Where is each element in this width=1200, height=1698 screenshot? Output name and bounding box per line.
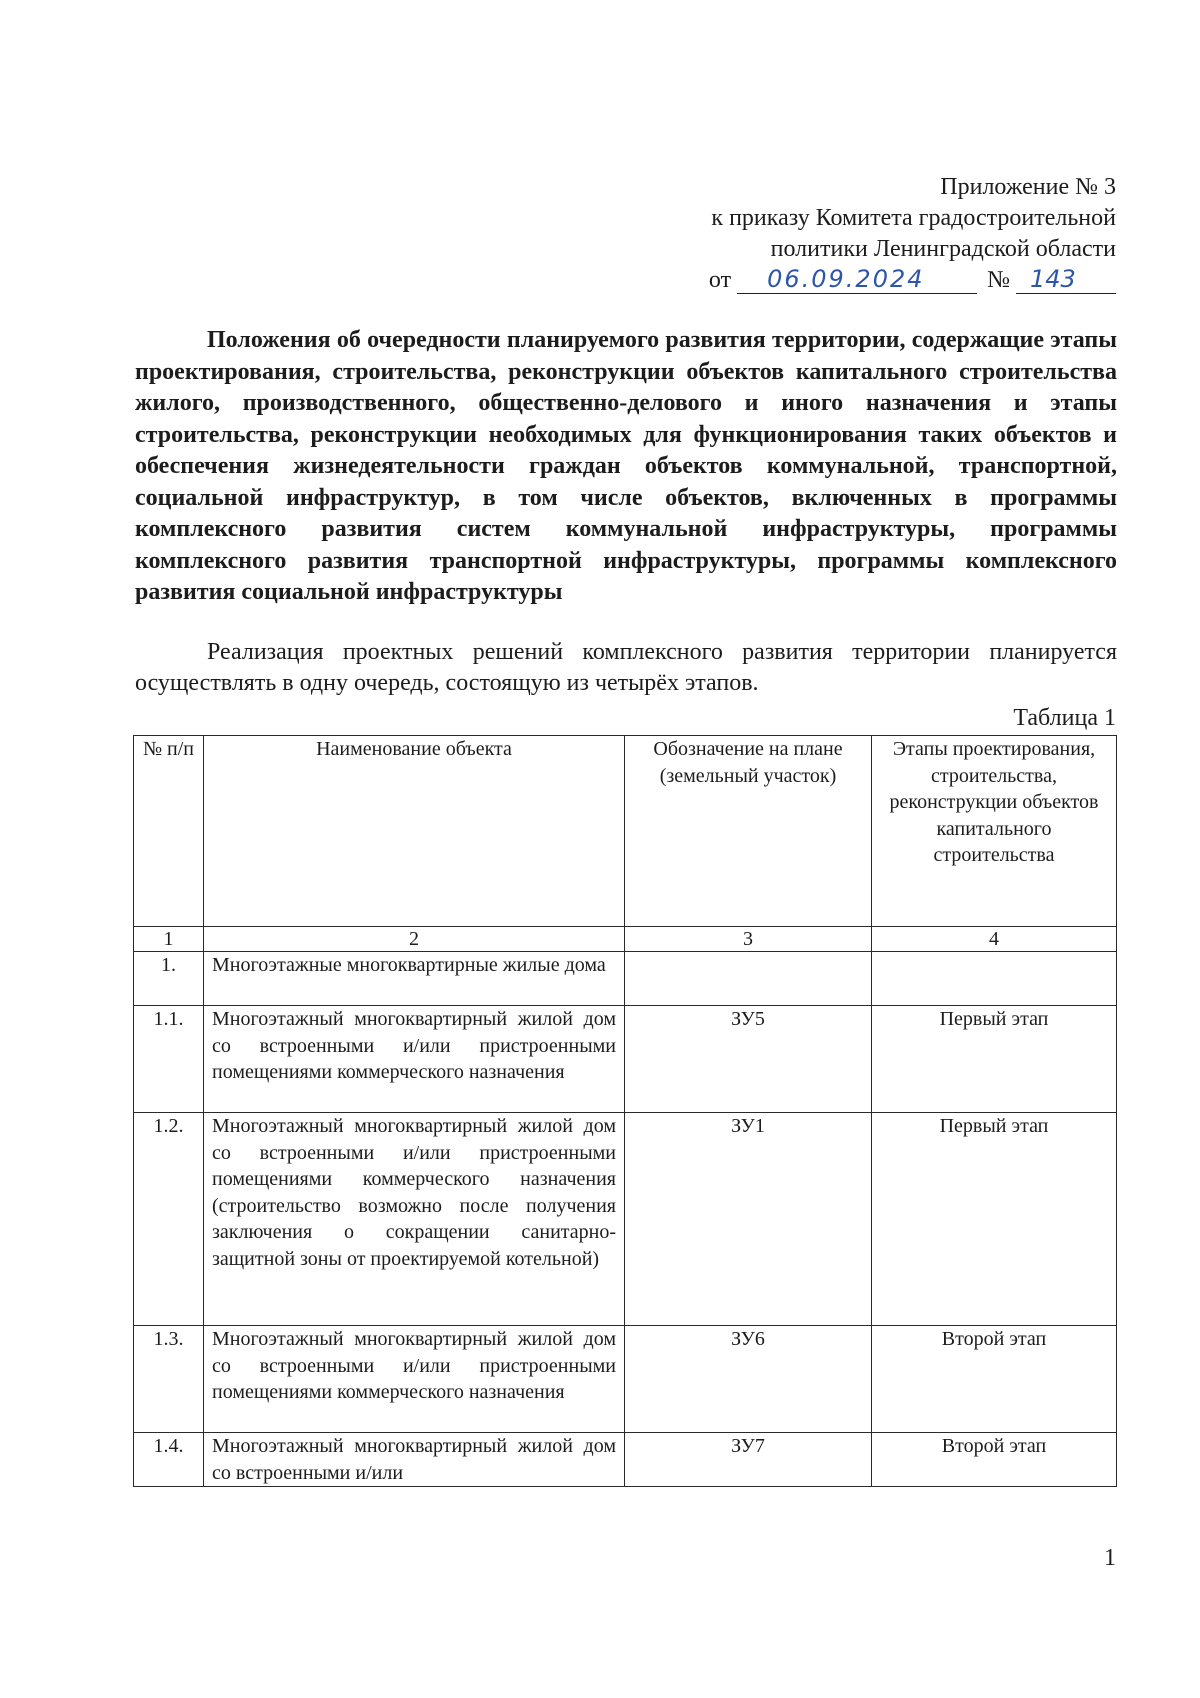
row-index: 1.2. <box>134 1113 204 1326</box>
header-stages: Этапы проектирования, строительства, реконструкции объектов капитального строительства <box>872 736 1117 927</box>
column-number: 1 <box>134 927 204 952</box>
column-number: 2 <box>204 927 625 952</box>
from-label: от <box>708 267 732 293</box>
page-number: 1 <box>1104 1545 1116 1571</box>
row-plot <box>625 952 872 1006</box>
appendix-header <box>596 172 1116 296</box>
column-number: 4 <box>872 927 1117 952</box>
row-object-name: Многоэтажный многоквартирный жилой дом со встроенными и/или <box>204 1433 625 1487</box>
row-stage: Второй этап <box>872 1433 1117 1487</box>
row-index: 1. <box>134 952 204 1006</box>
committee-name: политики Ленинградской области <box>770 236 1116 262</box>
row-object-name: Многоэтажный многоквартирный жилой дом со встроенными и/или пристроенными помещениями коммерческого назначения <box>204 1326 625 1433</box>
row-stage: Первый этап <box>872 1006 1117 1113</box>
table-caption: Таблица 1 <box>1013 705 1116 731</box>
header-index: № п/п <box>134 736 204 927</box>
column-number-row <box>134 927 1117 952</box>
table-row <box>134 1006 1117 1113</box>
table-row <box>134 952 1117 1006</box>
header-object-name: Наименование объекта <box>204 736 625 927</box>
intro-paragraph: Реализация проектных решений комплексного развития территории планируется осуществлять в одну очередь, состоящую из четырёх этапов. <box>135 639 1117 696</box>
row-stage <box>872 952 1117 1006</box>
document-title: Положения об очередности планируемого развития территории, содержащие этапы проектирования, строительства, реконструкции объектов капитального строительства жилого, производственного, общественно-делового и иного назначения и этапы строительства, реконструкции необходимых для функционирования таких объектов и обеспечения жизнедеятельности граждан объектов коммунальной, транспортной, социальной инфраструктур, в том числе объектов, включенных в программы комплексного развития систем коммунальной инфраструктуры, программы комплексного развития транспортной инфраструктуры, программы комплексного развития социальной инфраструктуры <box>135 327 1117 605</box>
order-reference: к приказу Комитета градостроительной <box>711 205 1116 231</box>
order-date: 06.09.2024 <box>737 265 977 294</box>
header-plot: Обозначение на плане (земельный участок) <box>625 736 872 927</box>
appendix-title: Приложение № 3 <box>940 174 1116 200</box>
order-number: 143 <box>1016 265 1116 294</box>
row-stage: Первый этап <box>872 1113 1117 1326</box>
row-index: 1.3. <box>134 1326 204 1433</box>
row-plot: ЗУ5 <box>625 1006 872 1113</box>
row-plot: ЗУ6 <box>625 1326 872 1433</box>
table-row <box>134 1113 1117 1326</box>
row-object-name: Многоэтажный многоквартирный жилой дом со встроенными и/или пристроенными помещениями коммерческого назначения <box>204 1006 625 1113</box>
row-plot: ЗУ7 <box>625 1433 872 1487</box>
row-object-name: Многоэтажные многоквартирные жилые дома <box>204 952 625 1006</box>
row-index: 1.4. <box>134 1433 204 1487</box>
stages-table <box>133 735 1117 1487</box>
number-label: № <box>987 267 1010 293</box>
table-row <box>134 1326 1117 1433</box>
row-plot: ЗУ1 <box>625 1113 872 1326</box>
row-index: 1.1. <box>134 1006 204 1113</box>
table-row <box>134 1433 1117 1487</box>
row-stage: Второй этап <box>872 1326 1117 1433</box>
table-header-row <box>134 736 1117 927</box>
column-number: 3 <box>625 927 872 952</box>
row-object-name: Многоэтажный многоквартирный жилой дом со встроенными и/или пристроенными помещениями коммерческого назначения (строительство возможно после получения заключения о сокращении санитарно-защитной зоны от проектируемой котельной) <box>204 1113 625 1326</box>
date-number-line <box>596 265 1116 296</box>
